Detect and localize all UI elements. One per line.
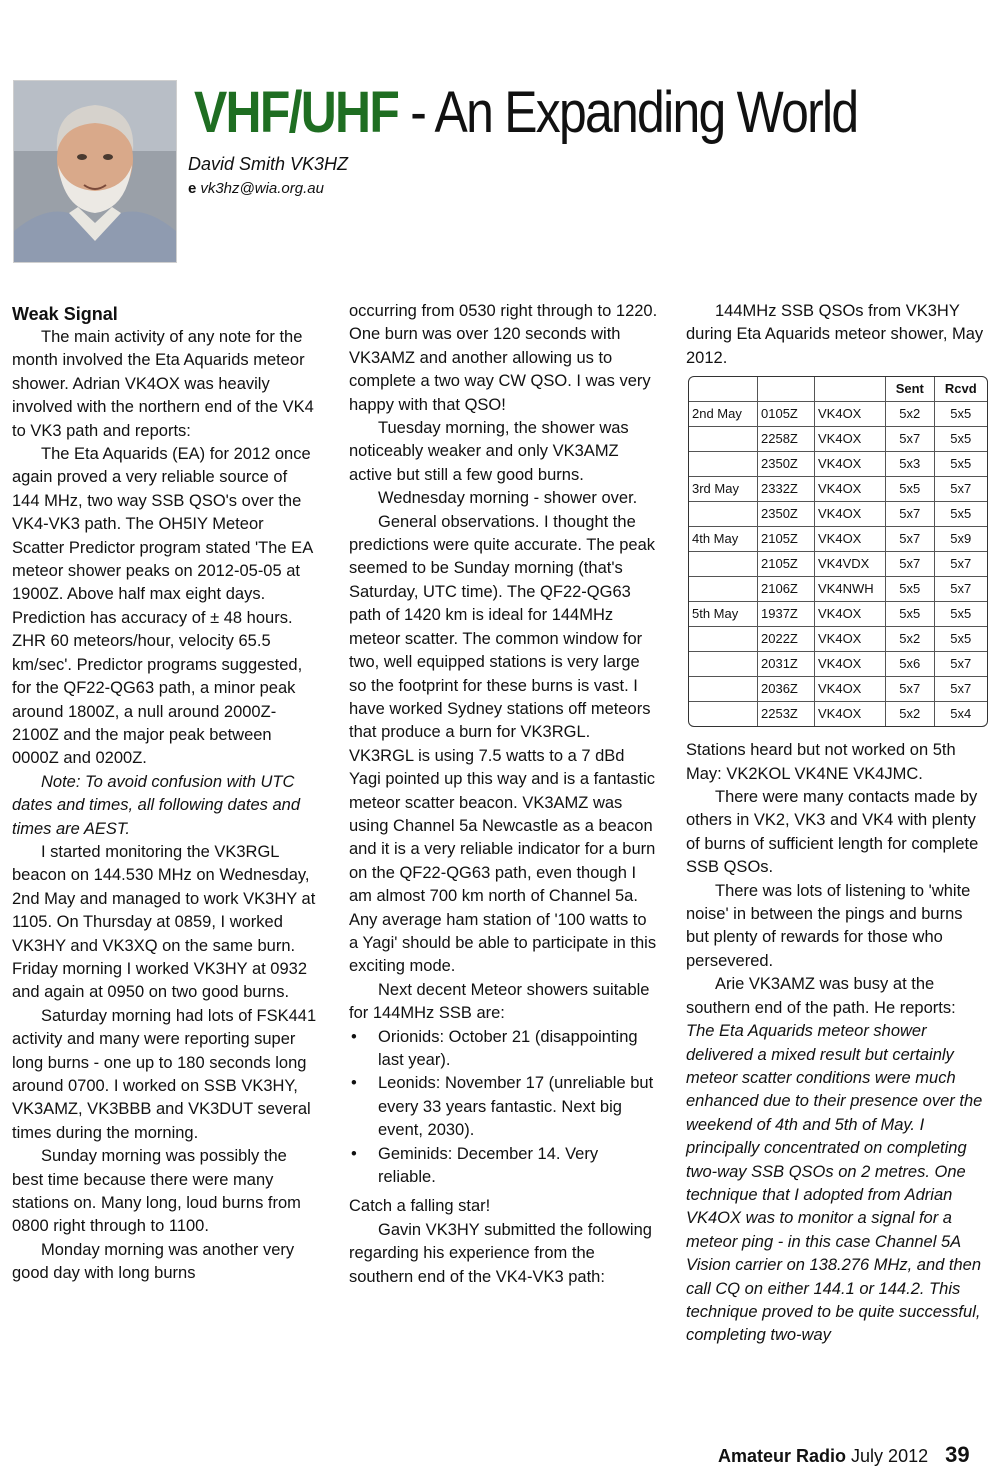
table-row <box>689 577 987 602</box>
date-cell: 4th May <box>689 527 758 552</box>
paragraph: Sunday morning was possibly the best time because there were many stations on. Many long, loud burns from 0800 right through to 1100. <box>12 1147 301 1236</box>
column-3 <box>686 300 988 1348</box>
table-row <box>689 552 987 577</box>
rcvd-cell: 5x5 <box>934 452 987 477</box>
email-marker: e <box>188 180 197 197</box>
time-cell: 2036Z <box>758 677 815 702</box>
time-cell: 2105Z <box>758 552 815 577</box>
table-header-cell <box>758 377 815 402</box>
meteor-shower-list <box>349 1026 659 1190</box>
paragraph: Saturday morning had lots of FSK441 activity and many were reporting super long burns - one up to 180 seconds long around 0700. I worked on SSB VK3HY, VK3AMZ, VK3BBB and VK3DUT several times during the morning. <box>12 1006 317 1142</box>
paragraph: The main activity of any note for the month involved the Eta Aquarids meteor shower. Adrian VK4OX was heavily involved with the northern end of the VK4 to VK3 path and reports: <box>12 328 314 440</box>
time-cell: 2031Z <box>758 652 815 677</box>
sent-cell: 5x7 <box>886 552 935 577</box>
rcvd-cell: 5x7 <box>934 652 987 677</box>
time-cell: 0105Z <box>758 402 815 427</box>
paragraph: Arie VK3AMZ was busy at the southern end of the path. He reports: <box>686 975 956 1017</box>
station-cell: VK4OX <box>815 427 886 452</box>
station-cell: VK4OX <box>815 652 886 677</box>
rcvd-cell: 5x7 <box>934 477 987 502</box>
date-cell <box>689 652 758 677</box>
station-cell: VK4OX <box>815 702 886 727</box>
sent-cell: 5x7 <box>886 427 935 452</box>
station-cell: VK4OX <box>815 502 886 527</box>
table-caption: 144MHz SSB QSOs from VK3HY during Eta Aquarids meteor shower, May 2012. <box>686 302 984 367</box>
sent-cell: 5x6 <box>886 652 935 677</box>
title-bold: VHF/UHF <box>194 80 399 145</box>
station-cell: VK4OX <box>815 602 886 627</box>
sent-cell: 5x2 <box>886 627 935 652</box>
table-header-cell <box>815 377 886 402</box>
table-row <box>689 402 987 427</box>
list-item: • Orionids: October 21 (disappointing last year). <box>349 1026 659 1073</box>
sent-cell: 5x7 <box>886 502 935 527</box>
date-cell <box>689 677 758 702</box>
author-name: David Smith VK3HZ <box>188 154 349 174</box>
time-cell: 2332Z <box>758 477 815 502</box>
date-cell <box>689 627 758 652</box>
date-cell <box>689 427 758 452</box>
paragraph: Catch a falling star! <box>349 1197 491 1216</box>
article-title <box>194 78 873 148</box>
date-cell <box>689 702 758 727</box>
table-row <box>689 602 987 627</box>
sent-cell: 5x5 <box>886 602 935 627</box>
list-item: • Geminids: December 14. Very reliable. <box>349 1143 659 1190</box>
paragraph: Stations heard but not worked on 5th May: VK2KOL VK4NE VK4JMC. <box>686 741 956 783</box>
rcvd-cell: 5x5 <box>934 502 987 527</box>
table-header-row <box>689 377 987 402</box>
paragraph: I started monitoring the VK3RGL beacon on 144.530 MHz on Wednesday, 2nd May and managed to work VK3HY at 1105. On Thursday at 0859, I worked VK3HY and VK3XQ on the same burn. Friday morning I worked VK3HY at 0932 and again at 0950 on two good burns. <box>12 842 316 1002</box>
quoted-report: The Eta Aquarids meteor shower delivered a mixed result but certainly meteor scatter conditions were much enhanced due to their presence over the weekend of 4th and 5th of May. I principally concentrated on completing two-way SSB QSOs on 2 metres. One technique that I adopted from Adrian VK4OX was to monitor a signal for a meteor ping - in this case Channel 5A Vision carrier on 138.276 MHz, and then call CQ on either 144.1 or 144.2. This technique proved to be quite successful, completing two-way <box>686 1022 983 1345</box>
time-cell: 2350Z <box>758 502 815 527</box>
sent-cell: 5x5 <box>886 477 935 502</box>
date-cell <box>689 452 758 477</box>
table-row <box>689 502 987 527</box>
table-header-cell: Sent <box>886 377 935 402</box>
paragraph: There was lots of listening to 'white noise' in between the pings and burns but plenty of rewards for those who persevered. <box>686 881 971 970</box>
magazine-name: Amateur Radio <box>718 1446 847 1466</box>
paragraph: occurring from 0530 right through to 1220. One burn was over 120 seconds with VK3AMZ and another allowing us to complete a two way CW QSO. I was very happy with that QSO! <box>349 302 658 414</box>
rcvd-cell: 5x7 <box>934 577 987 602</box>
title-rest: - An Expanding World <box>398 80 858 145</box>
paragraph: Tuesday morning, the shower was noticeably weaker and only VK3AMZ active but still a few good burns. <box>349 419 629 484</box>
sent-cell: 5x2 <box>886 402 935 427</box>
date-cell: 2nd May <box>689 402 758 427</box>
qso-table-frame <box>688 376 988 727</box>
station-cell: VK4OX <box>815 477 886 502</box>
station-cell: VK4OX <box>815 677 886 702</box>
paragraph: General observations. I thought the predictions were quite accurate. The peak seemed to be Sunday morning (that's Saturday, UTC time). The QF22-QG63 path of 1420 km is ideal for 144MHz meteor scatter. The common window for two, well equipped stations is very large so the footprint for these burns is vast. I have worked Sydney stations off meteors that produce a burn for VK3RGL. VK3RGL is using 7.5 watts to a 7 dBd Yagi pointed up this way and is a fantastic meteor scatter beacon. VK3AMZ was using Channel 5a Newcastle as a beacon and it is a very reliable indicator for a burn on the QF22-QG63 path, even though I am almost 700 km north of Channel 5a. Any average ham station of '100 watts to a Yagi' should be able to participate in this exciting mode. <box>349 512 657 976</box>
rcvd-cell: 5x5 <box>934 627 987 652</box>
rcvd-cell: 5x5 <box>934 602 987 627</box>
time-cell: 2253Z <box>758 702 815 727</box>
sent-cell: 5x2 <box>886 702 935 727</box>
sent-cell: 5x7 <box>886 527 935 552</box>
sent-cell: 5x5 <box>886 577 935 602</box>
rcvd-cell: 5x7 <box>934 677 987 702</box>
time-cell: 2022Z <box>758 627 815 652</box>
date-cell <box>689 577 758 602</box>
rcvd-cell: 5x7 <box>934 552 987 577</box>
date-cell: 3rd May <box>689 477 758 502</box>
author-photo <box>13 80 177 263</box>
table-row <box>689 652 987 677</box>
column-1 <box>12 302 317 1286</box>
list-item: • Leonids: November 17 (unreliable but every 33 years fantastic. Next big event, 2030). <box>349 1072 659 1142</box>
table-header-cell: Rcvd <box>934 377 987 402</box>
table-row <box>689 527 987 552</box>
station-cell: VK4NWH <box>815 577 886 602</box>
table-row <box>689 452 987 477</box>
table-row <box>689 677 987 702</box>
sent-cell: 5x3 <box>886 452 935 477</box>
page-footer <box>718 1442 970 1468</box>
time-cell: 1937Z <box>758 602 815 627</box>
issue-date: July 2012 <box>851 1446 929 1466</box>
rcvd-cell: 5x9 <box>934 527 987 552</box>
paragraph: Wednesday morning - shower over. <box>378 489 638 508</box>
time-cell: 2258Z <box>758 427 815 452</box>
table-row <box>689 477 987 502</box>
station-cell: VK4OX <box>815 452 886 477</box>
station-cell: VK4VDX <box>815 552 886 577</box>
rcvd-cell: 5x5 <box>934 402 987 427</box>
table-row <box>689 427 987 452</box>
table-header-cell <box>689 377 758 402</box>
email-address[interactable]: vk3hz@wia.org.au <box>200 180 324 197</box>
section-heading: Weak Signal <box>12 304 118 324</box>
time-cell: 2106Z <box>758 577 815 602</box>
author-email <box>188 180 324 197</box>
paragraph: The Eta Aquarids (EA) for 2012 once again proved a very reliable source of 144 MHz, two way SSB QSO's over the VK4-VK3 path. The OH5IY Meteor Scatter Predictor program stated 'The EA meteor shower peaks on 2012-05-05 at 1900Z. Above half max eight days. Prediction has accuracy of ± 48 hours. ZHR 60 meteors/hour, velocity 65.5 km/sec'. Predictor programs suggested, for the QF22-QG63 path, a minor peak around 1800Z, a null around 2000Z-2100Z and the major peak between 0000Z and 0200Z. <box>12 445 313 768</box>
date-cell <box>689 502 758 527</box>
station-cell: VK4OX <box>815 527 886 552</box>
date-cell: 5th May <box>689 602 758 627</box>
rcvd-cell: 5x5 <box>934 427 987 452</box>
paragraph: There were many contacts made by others in VK2, VK3 and VK4 with plenty of burns of sufficient length for complete SSB QSOs. <box>686 788 979 877</box>
time-cell: 2105Z <box>758 527 815 552</box>
paragraph: Gavin VK3HY submitted the following regarding his experience from the southern end of the VK4-VK3 path: <box>349 1220 652 1286</box>
table-row <box>689 702 987 727</box>
date-cell <box>689 552 758 577</box>
column-2 <box>349 300 659 1289</box>
paragraph: Next decent Meteor showers suitable for 144MHz SSB are: <box>349 980 650 1023</box>
table-row <box>689 627 987 652</box>
station-cell: VK4OX <box>815 402 886 427</box>
paragraph: Monday morning was another very good day with long burns <box>12 1240 295 1283</box>
rcvd-cell: 5x4 <box>934 702 987 727</box>
page-number: 39 <box>945 1442 970 1467</box>
station-cell: VK4OX <box>815 627 886 652</box>
qso-table <box>689 377 987 726</box>
sent-cell: 5x7 <box>886 677 935 702</box>
time-cell: 2350Z <box>758 452 815 477</box>
note-paragraph: Note: To avoid confusion with UTC dates and times, all following dates and times are AEST. <box>12 772 301 838</box>
